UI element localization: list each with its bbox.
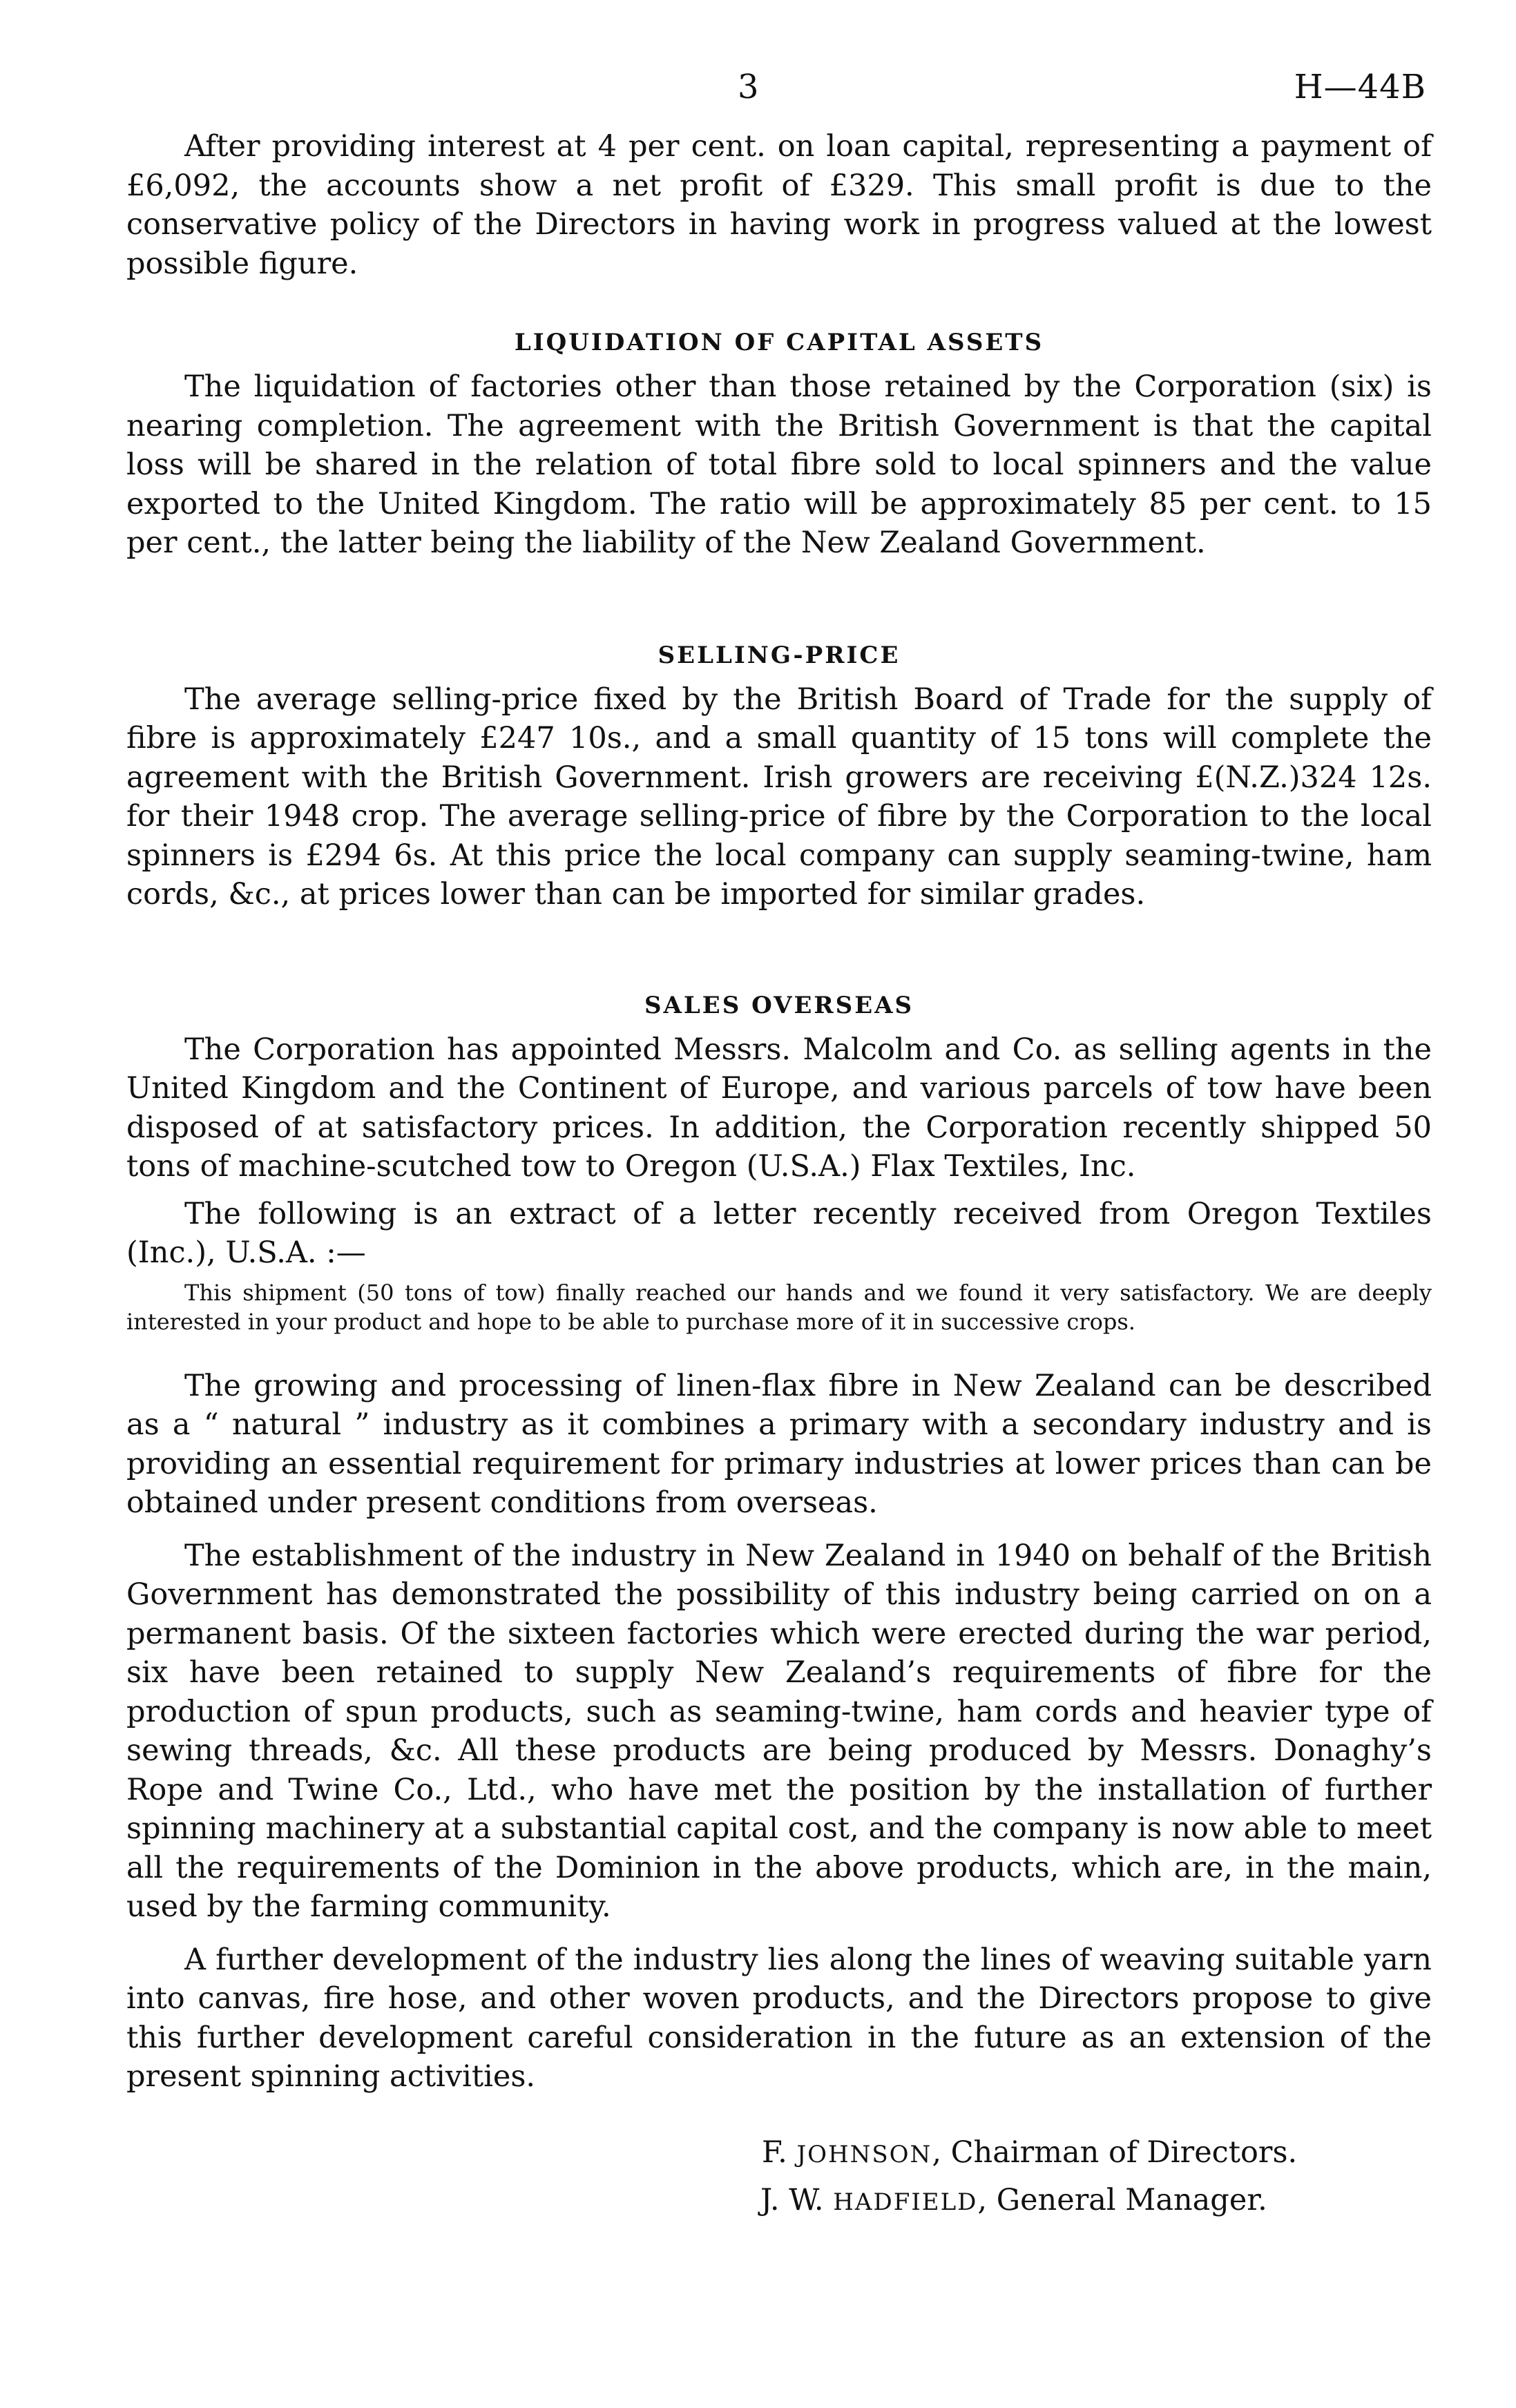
sales-overseas-paragraph: The Corporation has appointed Messrs. Malcolm and Co. as selling agents in the United Kingdom and the Continent of Europe, and various parcels of tow have been disposed of at satisfactory prices. In addition, the Corporation recently shipped 50 tons of machine-scutched tow to Oregon (U.S.A.) Flax Textiles, Inc. bbox=[126, 1032, 1432, 1184]
letter-extract-quote: This shipment (50 tons of tow) finally reached our hands and we found it very satisfactory. We are deeply interested in your product and hope to be able to purchase more of it in successive crops. bbox=[126, 1279, 1432, 1335]
chairman-initials: F. bbox=[762, 2135, 797, 2170]
liquidation-paragraph: The liquidation of factories other than those retained by the Corporation (six) is nearing completion. The agreement with the British Government is that the capital loss will be shared in the relation of total fibre sold to local spinners and the value exported to the United Kingdom. The ratio will be approximately 85 per cent. to 15 per cent., the latter being the liability of the New Zealand Government. bbox=[126, 369, 1432, 560]
selling-price-heading: SELLING-PRICE bbox=[658, 641, 901, 669]
letter-intro-paragraph: The following is an extract of a letter recently received from Oregon Textiles (Inc.), U.S.A. :— bbox=[126, 1196, 1432, 1270]
signature-block bbox=[762, 2130, 1432, 2225]
manager-signature bbox=[760, 2177, 1432, 2225]
natural-industry-paragraph: The growing and processing of linen-flax fibre in New Zealand can be described as a “ natural ” industry as it combines a primary with a secondary industry and is providing an essential requirement for primary industries at lower prices than can be obtained under present conditions from overseas. bbox=[126, 1368, 1432, 1520]
chairman-title: , Chairman of Directors. bbox=[932, 2135, 1298, 2170]
establishment-paragraph: The establishment of the industry in New Zealand in 1940 on behalf of the British Government has demonstrated the possibility of this industry being carried on on a permanent basis. Of the sixteen factories which were erected during the war period, six have been retained to supply New Zealand’s requirements of fibre for the production of spun products, such as seaming-twine, ham cords and heavier type of sewing threads, &c. All these products are being produced by Messrs. Donaghy’s Rope and Twine Co., Ltd., who have met the position by the installation of further spinning machinery at a substantial capital cost, and the company is now able to meet all the requirements of the Dominion in the above products, which are, in the main, used by the farming community. bbox=[126, 1538, 1432, 1924]
sales-overseas-heading: SALES OVERSEAS bbox=[644, 991, 914, 1019]
manager-name: HADFIELD bbox=[833, 2188, 978, 2216]
document-reference: H—44B bbox=[1294, 68, 1426, 106]
page-header bbox=[126, 66, 1432, 122]
page-number: 3 bbox=[738, 68, 759, 106]
intro-paragraph: After providing interest at 4 per cent. on loan capital, representing a payment of £6,092, the accounts show a net profit of £329. This small profit is due to the conservative policy of the Directors in having work in progress valued at the lowest possible figure. bbox=[126, 129, 1432, 281]
chairman-signature bbox=[762, 2130, 1432, 2177]
manager-title: , General Manager. bbox=[977, 2182, 1267, 2217]
selling-price-paragraph: The average selling-price fixed by the British Board of Trade for the supply of fibre is approximately £247 10s., and a small quantity of 15 tons will complete the agreement with the British Government. Irish growers are receiving £(N.Z.)324 12s. for their 1948 crop. The average selling-price of fibre by the Corporation to the local spinners is £294 6s. At this price the local company can supply seaming-twine, ham cords, &c., at prices lower than can be imported for similar grades. bbox=[126, 682, 1432, 912]
manager-initials: J. W. bbox=[760, 2182, 834, 2217]
liquidation-heading: LIQUIDATION OF CAPITAL ASSETS bbox=[514, 329, 1044, 356]
document-page bbox=[126, 66, 1432, 2225]
chairman-name: JOHNSON bbox=[796, 2140, 932, 2168]
further-development-paragraph: A further development of the industry lies along the lines of weaving suitable yarn into canvas, fire hose, and other woven products, and the Directors propose to give this further development careful consideration in the future as an extension of the present spinning activities. bbox=[126, 1942, 1432, 2094]
